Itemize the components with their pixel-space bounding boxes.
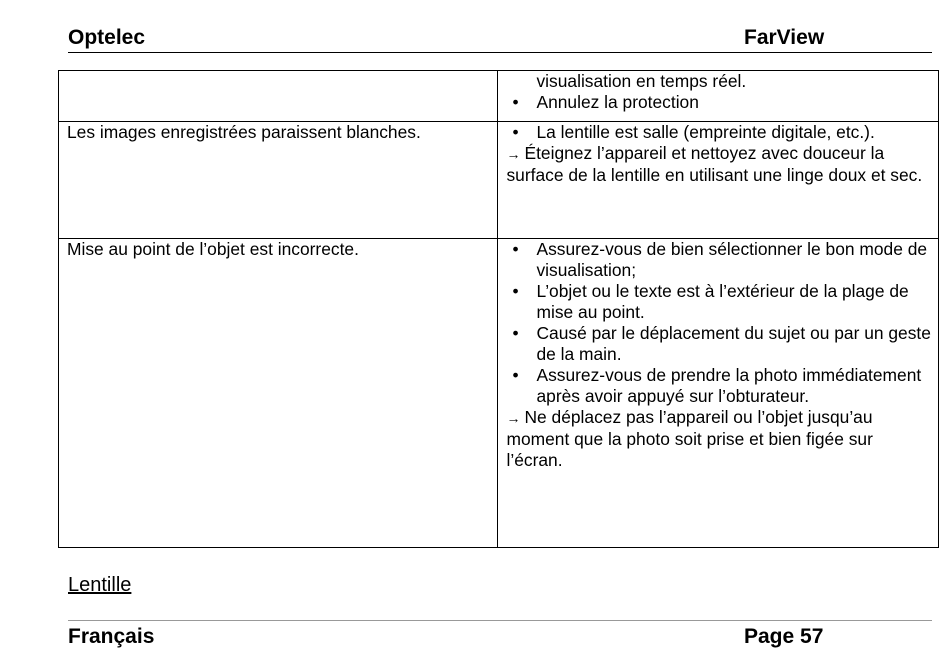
solution-list (506, 92, 932, 113)
solution-list (506, 122, 932, 143)
list-item-text: La lentille est salle (empreinte digitale, etc.). (536, 122, 875, 142)
troubleshooting-table (58, 70, 939, 548)
header-product: FarView (744, 26, 825, 49)
list-item (506, 92, 932, 113)
arrow-text: Éteignez l’appareil et nettoyez avec douceur la surface de la lentille en utilisant une linge doux et sec. (506, 143, 923, 185)
table-row (59, 122, 939, 239)
table-row (59, 71, 939, 122)
list-item (506, 323, 932, 365)
list-item-text: L’objet ou le texte est à l’extérieur de la plage de mise au point. (536, 281, 909, 322)
arrow-right-icon: → (506, 410, 521, 426)
continuation-text: visualisation en temps réel. (536, 71, 747, 91)
list-item-text: Annulez la protection (536, 92, 699, 112)
list-item (506, 281, 932, 323)
arrow-text: Ne déplacez pas l’appareil ou l’objet jusqu’au moment que la photo soit prise et bien figée sur l’écran. (506, 407, 873, 470)
page-footer (68, 620, 932, 651)
solution-list (506, 239, 932, 407)
solution-arrow-text (506, 143, 932, 186)
solution-arrow-text (506, 407, 932, 471)
problem-cell: Mise au point de l’objet est incorrecte. (59, 239, 498, 548)
problem-cell: Les images enregistrées paraissent blanches. (59, 122, 498, 239)
problem-cell (59, 71, 498, 122)
header-brand: Optelec (68, 26, 146, 49)
bullet-icon: • (512, 239, 519, 259)
bullet-icon: • (512, 323, 519, 343)
bullet-icon: • (512, 92, 519, 112)
list-item (506, 122, 932, 143)
page-header (68, 26, 932, 53)
solution-cell (498, 122, 939, 239)
list-item (506, 239, 932, 281)
table-row (59, 239, 939, 548)
list-item-text: Assurez-vous de bien sélectionner le bon mode de visualisation; (536, 239, 928, 280)
bullet-icon: • (512, 281, 519, 301)
list-item-text: Causé par le déplacement du sujet ou par un geste de la main. (536, 323, 931, 364)
bullet-icon: • (512, 122, 519, 142)
solution-cell (498, 239, 939, 548)
list-item-text: Assurez-vous de prendre la photo immédiatement après avoir appuyé sur l’obturateur. (536, 365, 922, 406)
list-item (506, 365, 932, 407)
page-number: Page 57 (744, 625, 824, 648)
arrow-right-icon: → (506, 146, 521, 162)
section-title: Lentille (68, 574, 132, 596)
footer-language: Français (68, 625, 155, 648)
bullet-icon: • (512, 365, 519, 385)
solution-cell (498, 71, 939, 122)
